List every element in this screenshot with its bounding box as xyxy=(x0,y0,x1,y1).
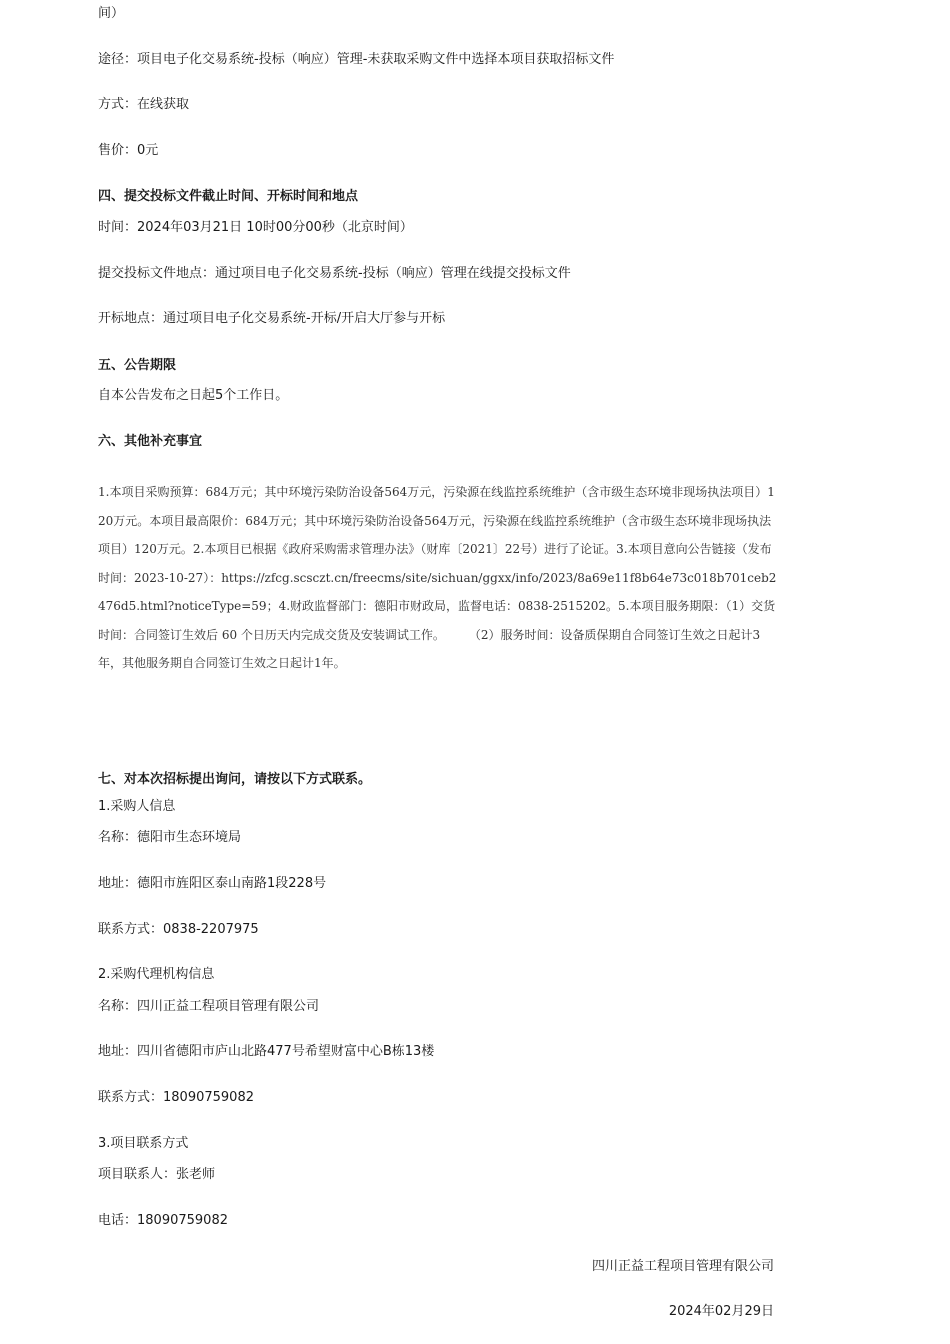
purchaser-name: 名称：德阳市生态环境局 xyxy=(98,830,242,845)
intro-tail-text: 间） xyxy=(98,6,125,21)
document-page xyxy=(98,0,777,1344)
section6-heading: 六、其他补充事宜 xyxy=(98,434,203,449)
section4-heading: 四、提交投标文件截止时间、开标时间和地点 xyxy=(98,189,359,204)
project-contact-phone: 电话：18090759082 xyxy=(98,1213,228,1228)
doc-access-route: 途径：项目电子化交易系统-投标（响应）管理-未获取采购文件中选择本项目获取招标文件 xyxy=(98,52,615,67)
section6-text: 1.本项目采购预算：684万元；其中环境污染防治设备564万元，污染源在线监控系统维护（含市级生态环境非现场执法项目）120万元。本项目最高限价：684万元；其中环境污染防治设备564万元，污染源在线监控系统维护（含市级生态环境非现场执法项目）120万元。2.本项目已根据《政府采购需求管理办法》（财库〔2021〕22号）进行了论证。3.本项目意向公告链接（发布时间：2023-10-27）：https://zfcg.scsczt.cn/freecms/site/sichuan/ggxx/info/2023/8a69e11f8b64e73c018b701ceb2476d5.html?noticeType=59；4.财政监督部门：德阳市财政局，监督电话：0838-2515202。5.本项目服务期限：（1）交货时间：合同签订生效后 60 个日历天内完成交货及安装调试工作。 （2）服务时间：设备质保期自合同签订生效之日起计3年，其他服务期自合同签订生效之日起计1年。 xyxy=(98,485,777,670)
signature-company: 四川正益工程项目管理有限公司 xyxy=(591,1259,774,1274)
project-contact-title: 3.项目联系方式 xyxy=(98,1136,189,1151)
purchaser-address: 地址：德阳市旌阳区泰山南路1段228号 xyxy=(98,876,327,891)
agency-contact: 联系方式：18090759082 xyxy=(98,1090,254,1105)
purchaser-title: 1.采购人信息 xyxy=(98,799,176,814)
section4-open-place: 开标地点：通过项目电子化交易系统-开标/开启大厅参与开标 xyxy=(98,311,446,326)
doc-access-price: 售价：0元 xyxy=(98,143,159,158)
section5-text: 自本公告发布之日起5个工作日。 xyxy=(98,388,289,403)
purchaser-contact: 联系方式：0838-2207975 xyxy=(98,922,259,937)
section4-submit-place: 提交投标文件地点：通过项目电子化交易系统-投标（响应）管理在线提交投标文件 xyxy=(98,266,571,281)
section7-heading: 七、对本次招标提出询问，请按以下方式联系。 xyxy=(98,772,372,787)
agency-title: 2.采购代理机构信息 xyxy=(98,967,215,982)
project-contact-person: 项目联系人：张老师 xyxy=(98,1167,216,1182)
section5-heading: 五、公告期限 xyxy=(98,358,177,373)
section4-time: 时间：2024年03月21日 10时00分00秒（北京时间） xyxy=(98,220,413,235)
signature-date: 2024年02月29日 xyxy=(668,1304,774,1319)
agency-address: 地址：四川省德阳市庐山北路477号希望财富中心B栋13楼 xyxy=(98,1044,435,1059)
doc-access-method: 方式：在线获取 xyxy=(98,97,190,112)
agency-name: 名称：四川正益工程项目管理有限公司 xyxy=(98,999,320,1014)
